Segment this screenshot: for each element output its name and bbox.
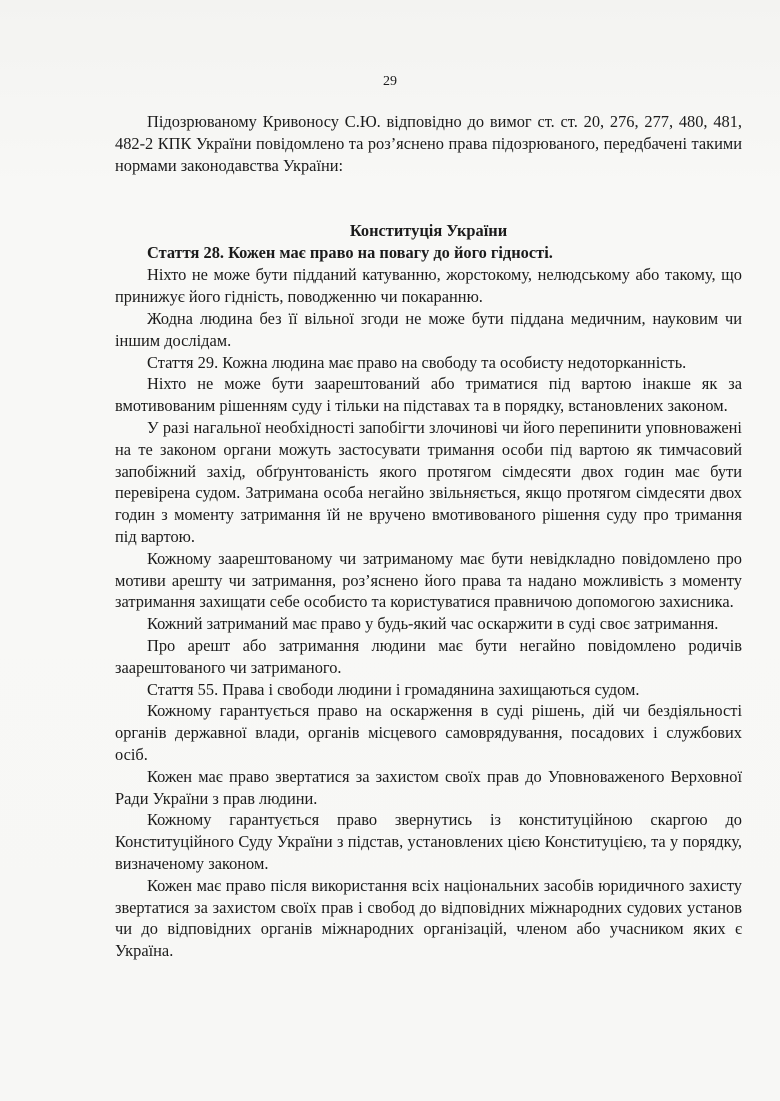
paragraph-2: Жодна людина без її вільної згоди не може бути піддана медичним, науковим чи іншим дослідам. (115, 308, 742, 350)
paragraph-1: Ніхто не може бути підданий катуванню, жорстокому, нелюдському або такому, що принижує його гідність, поводженню чи покаранню. (115, 265, 742, 307)
document-body (115, 111, 742, 962)
paragraph-4: Ніхто не може бути заарештований або триматися під вартою інакше як за вмотивованим рішенням суду і тільки на підставах та в порядку, встановлених законом. (115, 374, 742, 416)
paragraph-8: Про арешт або затримання людини має бути негайно повідомлено родичів заарештованого чи затриманого. (115, 635, 742, 677)
paragraph-7: Кожний затриманий має право у будь-який час оскаржити в суді своє затримання. (147, 614, 719, 634)
intro-paragraph: Підозрюваному Кривоносу С.Ю. відповідно до вимог ст. ст. 20, 276, 277, 480, 481, 482-2 КПК України повідомлено та роз’яснено права підозрюваного, передбачені такими нормами законодавства України: (115, 112, 742, 175)
paragraph-9: Стаття 55. Права і свободи людини і громадянина захищаються судом. (147, 679, 640, 699)
paragraph-6: Кожному заарештованому чи затриманому має бути невідкладно повідомлено про мотиви арешту чи затримання, роз’яснено його права та надано можливість з моменту затримання захищати себе особисто та користуватися правничою допомогою захисника. (115, 548, 742, 612)
paragraph-5: У разі нагальної необхідності запобігти злочинові чи його перепинити уповноважені на те законом органи можуть застосувати тримання особи під вартою як тимчасовий запобіжний захід, обґрунтованість якого протягом сімдесяти двох годин має бути перевірена судом. Затримана особа негайно звільняється, якщо протягом сімдесяти двох годин з моменту затримання їй не вручено вмотивованого рішення суду про тримання під вартою. (115, 417, 742, 546)
paragraph-3: Стаття 29. Кожна людина має право на свободу та особисту недоторканність. (147, 352, 687, 372)
document-title: Конституція України (349, 221, 508, 241)
section-spacer (115, 176, 742, 220)
paragraph-12: Кожному гарантується право звернутись із конституційною скаргою до Конституційного Суду України з підстав, установлених цією Конституцією, та у порядку, визначеному законом. (115, 810, 742, 873)
paragraph-10: Кожному гарантується право на оскарження в суді рішень, дій чи бездіяльності органів державної влади, органів місцевого самоврядування, посадових і службових осіб. (115, 701, 742, 764)
paragraph-13: Кожен має право після використання всіх національних засобів юридичного захисту звертатися за захистом своїх прав і свобод до відповідних міжнародних судових установ чи до відповідних органів міжнародних організацій, членом або учасником яких є Україна. (115, 875, 742, 961)
page-number: 29 (383, 74, 397, 89)
paragraph-11: Кожен має право звертатися за захистом своїх прав до Уповноваженого Верховної Ради України з прав людини. (115, 766, 742, 808)
article-28-heading: Стаття 28. Кожен має право на повагу до його гідності. (147, 243, 553, 263)
